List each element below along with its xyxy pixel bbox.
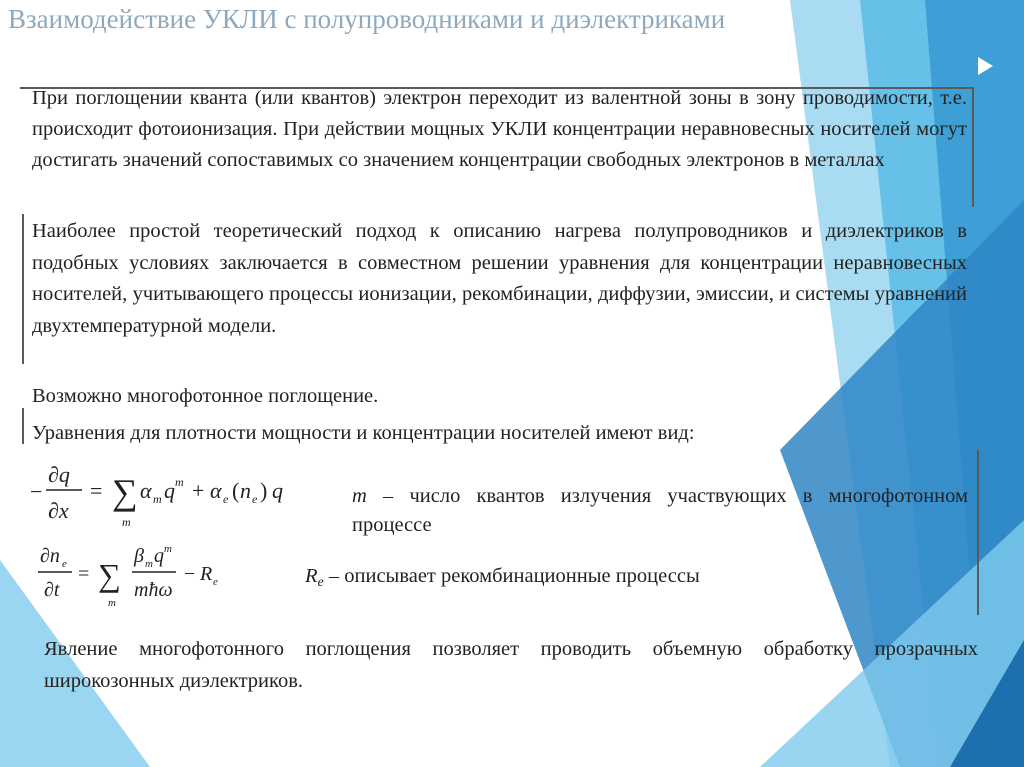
svg-text:e: e [223,492,229,506]
svg-text:q: q [154,545,164,567]
svg-text:β: β [134,545,144,567]
svg-text:q: q [164,478,175,503]
paragraph-theoretical-approach: Наиболее простой теоретический подход к описанию нагрева полупроводников и диэлектриков в подобных условиях заключается в совместном решении уравнения для концентрации неравновесных носителей, учитывающего процессы ионизации, рекомбинации, диффузии, эмиссии, и системы уравнений двухтемпературной модели. [32,220,967,337]
symbol-re: R [305,565,318,587]
equation-carrier-concentration [36,540,256,612]
svg-text:m: m [153,492,162,506]
svg-text:∑: ∑ [112,472,138,512]
svg-text:(: ( [232,478,240,503]
paragraph-equations-intro: Уравнения для плотности мощности и концентрации носителей имеют вид: [32,422,695,444]
definition-re [305,562,825,597]
svg-text:∂x: ∂x [48,498,69,523]
equation-power-density [26,452,326,532]
svg-text:m: m [145,558,153,570]
svg-text:α: α [210,478,222,503]
definition-re-text: – описывает рекомбинационные процессы [323,565,700,587]
svg-text:): ) [260,478,268,503]
paragraph-frame-2 [22,214,24,364]
symbol-m: m [352,485,367,507]
svg-text:e: e [62,558,67,570]
svg-text:=: = [78,563,90,585]
svg-text:∂q: ∂q [48,462,70,487]
paragraph-multiphoton: Возможно многофотонное поглощение. [32,385,379,407]
svg-text:m: m [108,597,116,609]
svg-text:mħω: mħω [134,579,173,601]
svg-text:m: m [164,543,172,555]
svg-text:R: R [200,563,213,585]
svg-text:−: − [30,479,43,504]
svg-text:n: n [240,478,251,503]
svg-text:q: q [272,478,283,503]
definition-m [352,482,968,540]
svg-text:e: e [213,576,218,588]
slide-title: Взаимодействие УКЛИ с полупроводниками и диэлектриками [8,4,726,34]
symbol-re-subscript: e [317,575,324,590]
definition-m-text: – число квантов излучения участвующих в многофотонном процессе [352,485,968,536]
svg-text:+: + [192,478,205,503]
paragraph-frame-3 [22,408,24,444]
svg-text:=: = [90,478,103,503]
svg-text:∂t: ∂t [44,579,60,601]
svg-text:m: m [122,515,131,529]
svg-text:∂n: ∂n [40,545,60,567]
paragraph-photoionization: При поглощении кванта (или квантов) электрон переходит из валентной зоны в зону проводимости, т.е. происходит фотоионизация. При действии мощных УКЛИ концентрации неравновесных носителей могут достигать значений сопоставимых со значением концентрации свободных электронов в металлах [32,87,967,171]
paragraph-conclusion: Явление многофотонного поглощения позволяет проводить объемную обработку прозрачных широкозонных диэлектриков. [44,638,978,692]
svg-text:∑: ∑ [98,557,121,593]
svg-text:α: α [140,478,152,503]
svg-text:−: − [184,563,196,585]
svg-text:e: e [252,492,258,506]
svg-text:m: m [175,475,184,489]
